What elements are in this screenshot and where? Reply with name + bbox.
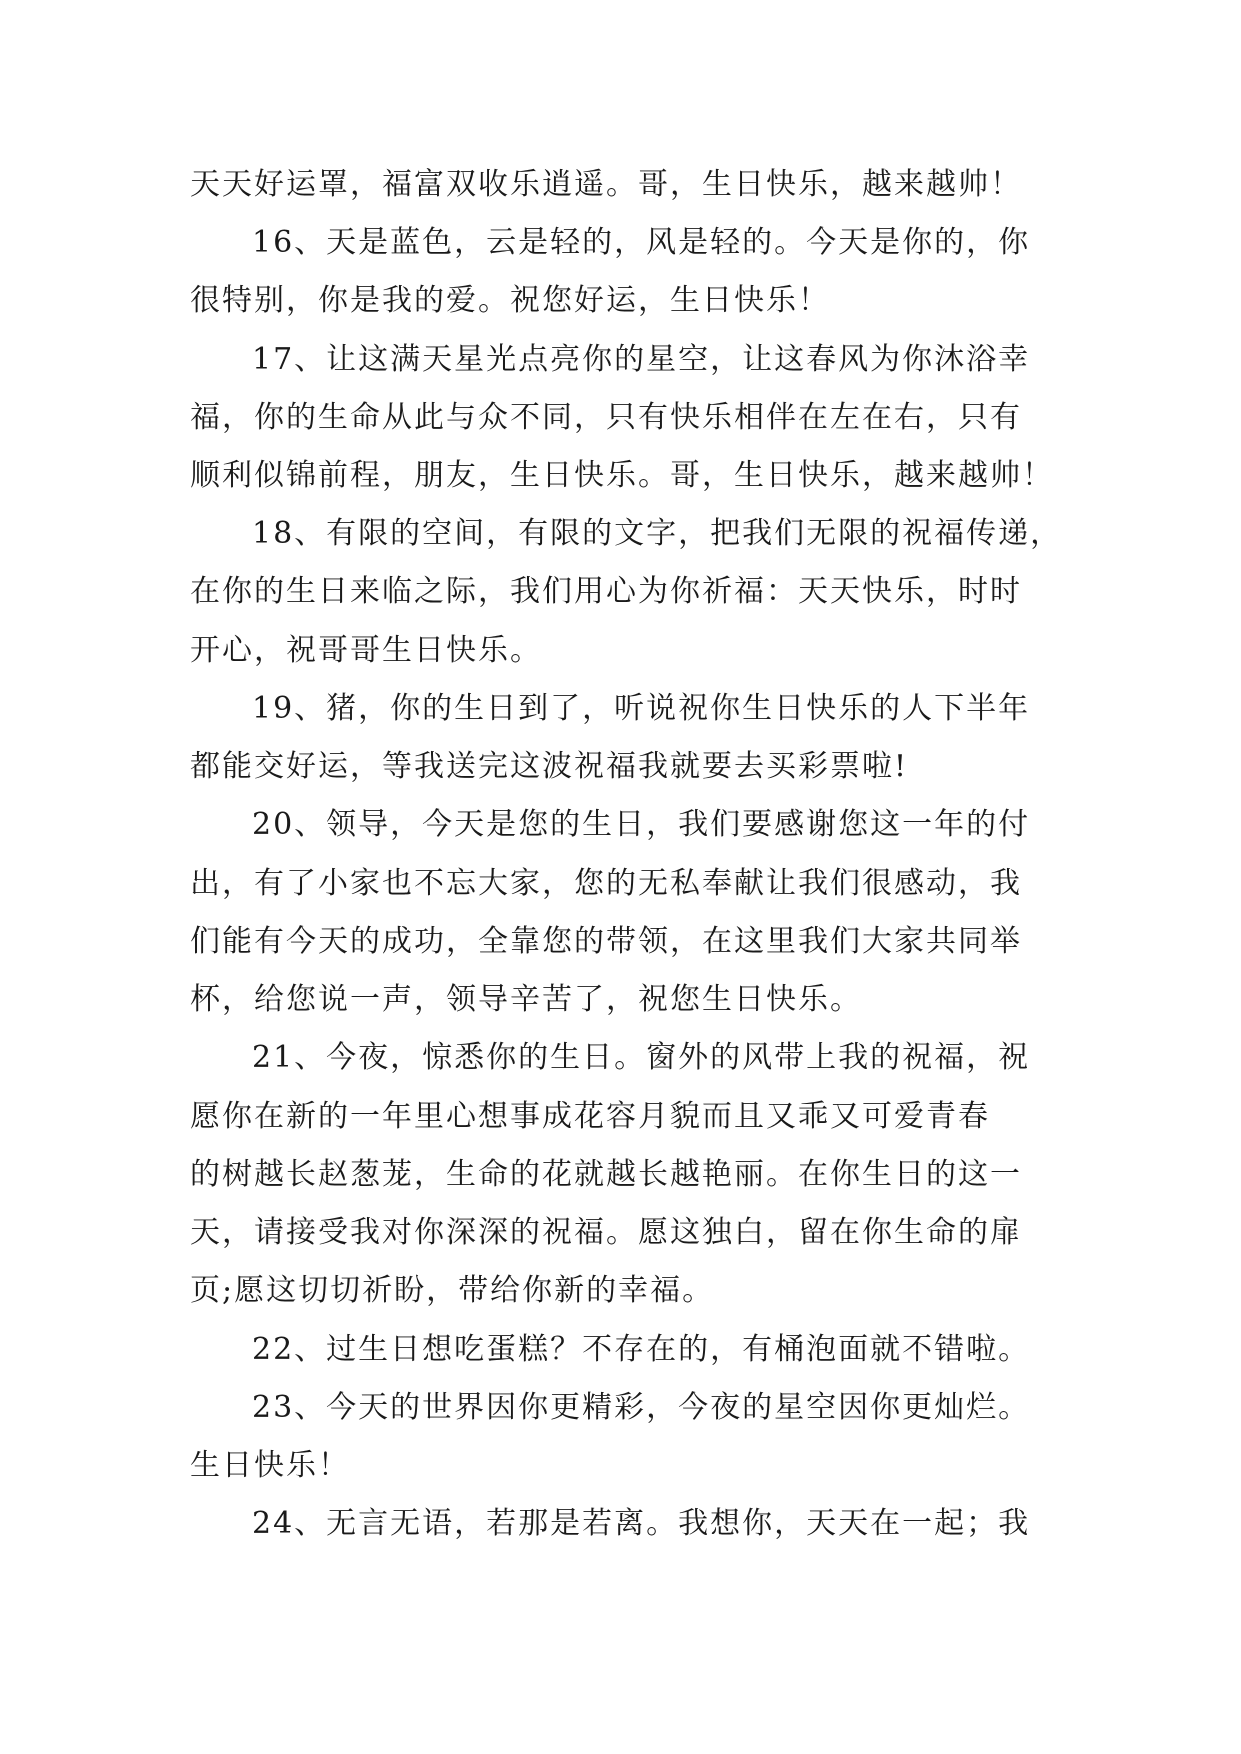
text-line: 们能有今天的成功，全靠您的带领，在这里我们大家共同举: [190, 924, 1022, 959]
text-line: 16、天是蓝色，云是轻的，风是轻的。今天是你的，你: [252, 225, 1031, 260]
text-line: 23、今天的世界因你更精彩，今夜的星空因你更灿烂。: [252, 1390, 1031, 1425]
text-line: 24、无言无语，若那是若离。我想你，天天在一起；我: [252, 1506, 1031, 1541]
text-line: 出，有了小家也不忘大家，您的无私奉献让我们很感动，我: [190, 866, 1022, 901]
text-line: 17、让这满天星光点亮你的星空，让这春风为你沐浴幸: [252, 342, 1031, 377]
text-line: 开心，祝哥哥生日快乐。: [190, 633, 542, 668]
text-line: 很特别，你是我的爱。祝您好运，生日快乐！: [190, 283, 830, 318]
text-line: 19、猪，你的生日到了，听说祝你生日快乐的人下半年: [252, 691, 1031, 726]
text-line: 21、今夜，惊悉你的生日。窗外的风带上我的祝福，祝: [252, 1040, 1031, 1075]
text-line: 在你的生日来临之际，我们用心为你祈福：天天快乐，时时: [190, 574, 1022, 609]
text-line: 生日快乐！: [190, 1448, 350, 1483]
text-line: 愿你在新的一年里心想事成花容月貌而且又乖又可爱青春: [190, 1099, 990, 1134]
text-line: 22、过生日想吃蛋糕？不存在的，有桶泡面就不错啦。: [252, 1332, 1031, 1367]
text-line: 杯，给您说一声，领导辛苦了，祝您生日快乐。: [190, 982, 862, 1017]
text-line: 页;愿这切切祈盼，带给你新的幸福。: [190, 1273, 715, 1308]
text-line: 天，请接受我对你深深的祝福。愿这独白，留在你生命的扉: [190, 1215, 1022, 1250]
text-line: 20、领导，今天是您的生日，我们要感谢您这一年的付: [252, 807, 1031, 842]
text-line: 顺利似锦前程，朋友，生日快乐。哥，生日快乐，越来越帅！: [190, 458, 1054, 493]
text-line: 天天好运罩，福富双收乐逍遥。哥，生日快乐，越来越帅！: [190, 167, 1022, 202]
text-line: 福，你的生命从此与众不同，只有快乐相伴在左在右，只有: [190, 400, 1022, 435]
text-line: 的树越长赵葱茏，生命的花就越长越艳丽。在你生日的这一: [190, 1157, 1022, 1192]
text-line: 都能交好运，等我送完这波祝福我就要去买彩票啦!: [190, 749, 909, 784]
text-line: 18、有限的空间，有限的文字，把我们无限的祝福传递，: [252, 516, 1063, 551]
